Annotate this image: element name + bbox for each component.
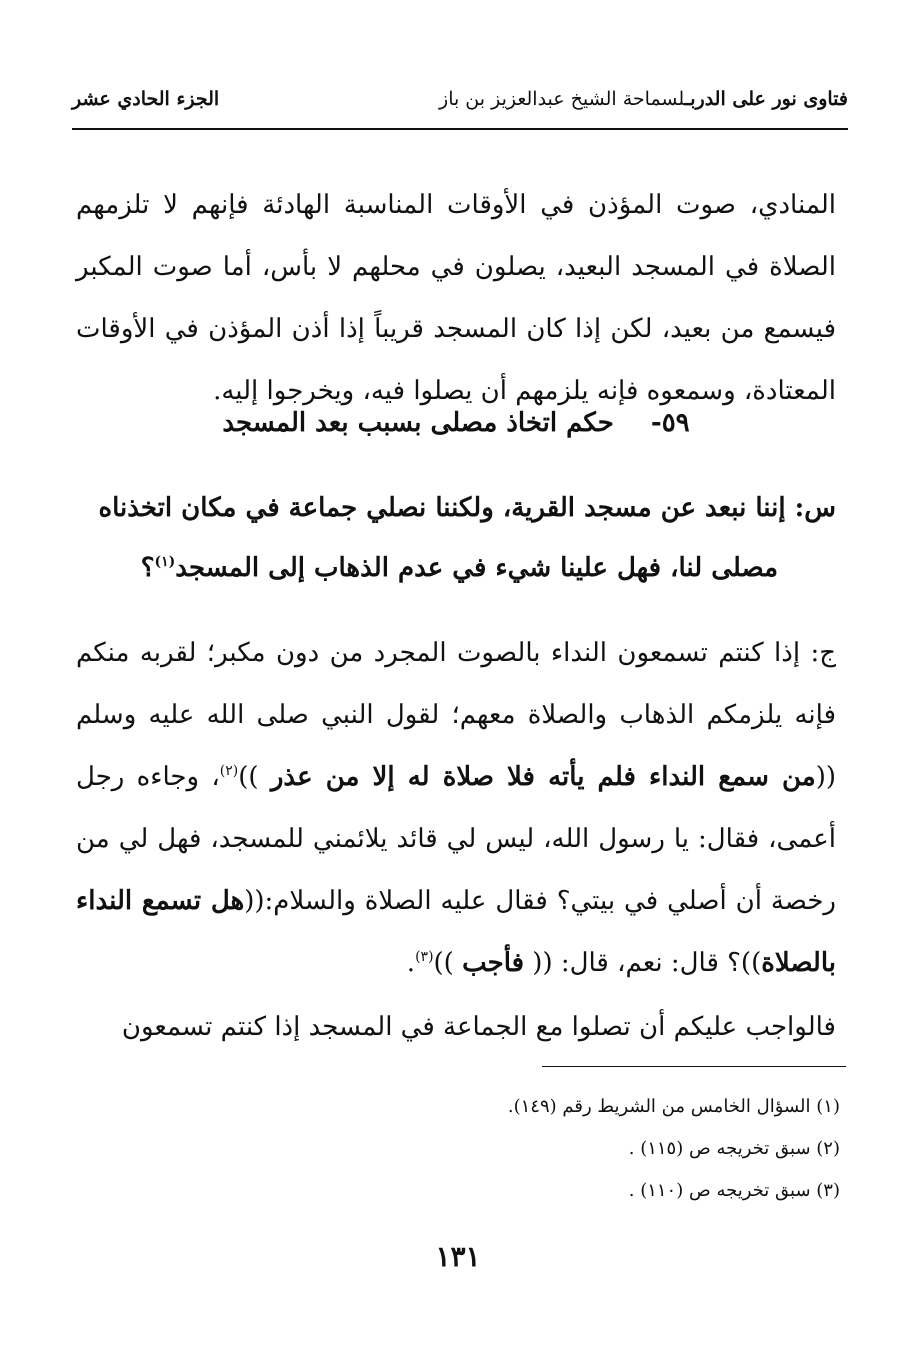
answer-part-5: )) [433, 948, 463, 978]
hadith-3: فأجب [462, 948, 525, 978]
header-rule [72, 128, 848, 130]
book-title: فتاوى نور على الدرب [690, 88, 848, 110]
footnote-2: (٢) سبق تخريجه ص (١١٥) . [628, 1138, 840, 1159]
footnote-ref-2: (٢) [219, 763, 239, 779]
question-block [76, 478, 836, 598]
hadith-2: هل تسمع النداء بالصلاة [76, 886, 836, 978]
page-number: ١٣١ [435, 1240, 481, 1273]
section-heading [76, 408, 836, 438]
hadith-1: من سمع النداء فلم يأته فلا صلاة له إلا من عذر [270, 762, 816, 792]
footnote-rule [542, 1066, 846, 1067]
volume-label: الجزء الحادي عشر [72, 88, 220, 110]
section-title: حكم اتخاذ مصلى بسبب بعد المسجد [222, 408, 614, 438]
paragraph-final: فالواجب عليكم أن تصلوا مع الجماعة في المسجد إذا كنتم تسمعون [121, 1012, 836, 1042]
running-header [72, 88, 848, 110]
answer-part-1: ج: إذا كنتم تسمعون النداء بالصوت المجرد من دون مكبر؛ لقربه منكم فإنه يلزمكم الذهاب والصلاة معهم؛ لقول النبي صلى الله عليه وسلم (( [76, 638, 837, 792]
question-line-2-wrap [76, 538, 836, 598]
footnote-1: (١) السؤال الخامس من الشريط رقم (١٤٩). [507, 1096, 840, 1117]
footnote-ref-1: (١) [154, 554, 176, 570]
answer-part-4: ))؟ قال: نعم، قال: (( [524, 948, 762, 978]
header-author: لسماحة الشيخ عبدالعزيز بن باز [439, 88, 685, 110]
section-number: ٥٩- [650, 408, 690, 438]
answer-paragraph [76, 622, 836, 994]
answer-part-2: )) [238, 762, 271, 792]
question-line-1: س: إننا نبعد عن مسجد القرية، ولكننا نصلي جماعة في مكان اتخذناه [98, 493, 836, 523]
answer-part-3: ، وجاءه رجل أعمى، فقال: يا رسول الله، ليس لي قائد يلائمني للمسجد، فهل لي من رخصة أن أصلي في بيتي؟ فقال عليه الصلاة والسلام:(( [76, 762, 836, 916]
footnote-ref-3: (٣) [415, 949, 434, 965]
question-end: ؟ [140, 553, 155, 583]
header-left-group [439, 88, 848, 110]
footnotes [76, 1086, 840, 1212]
answer-part-6: . [406, 948, 416, 978]
footnote-3: (٣) سبق تخريجه ص (١١٠) . [628, 1180, 840, 1201]
paragraph-continuation: المنادي، صوت المؤذن في الأوقات المناسبة الهادئة فإنهم لا تلزمهم الصلاة في المسجد البعيد، يصلون في محلهم لا بأس، أما صوت المكبر فيسمع من بعيد، لكن إذا كان المسجد قريباً إذا أذن المؤذن في الأوقات المعتادة، وسمعوه فإنه يلزمهم أن يصلوا فيه، ويخرجوا إليه. [76, 190, 836, 406]
question-line-2: مصلى لنا، فهل علينا شيء في عدم الذهاب إلى المسجد [175, 553, 778, 583]
header-separator: ـ [684, 88, 691, 110]
